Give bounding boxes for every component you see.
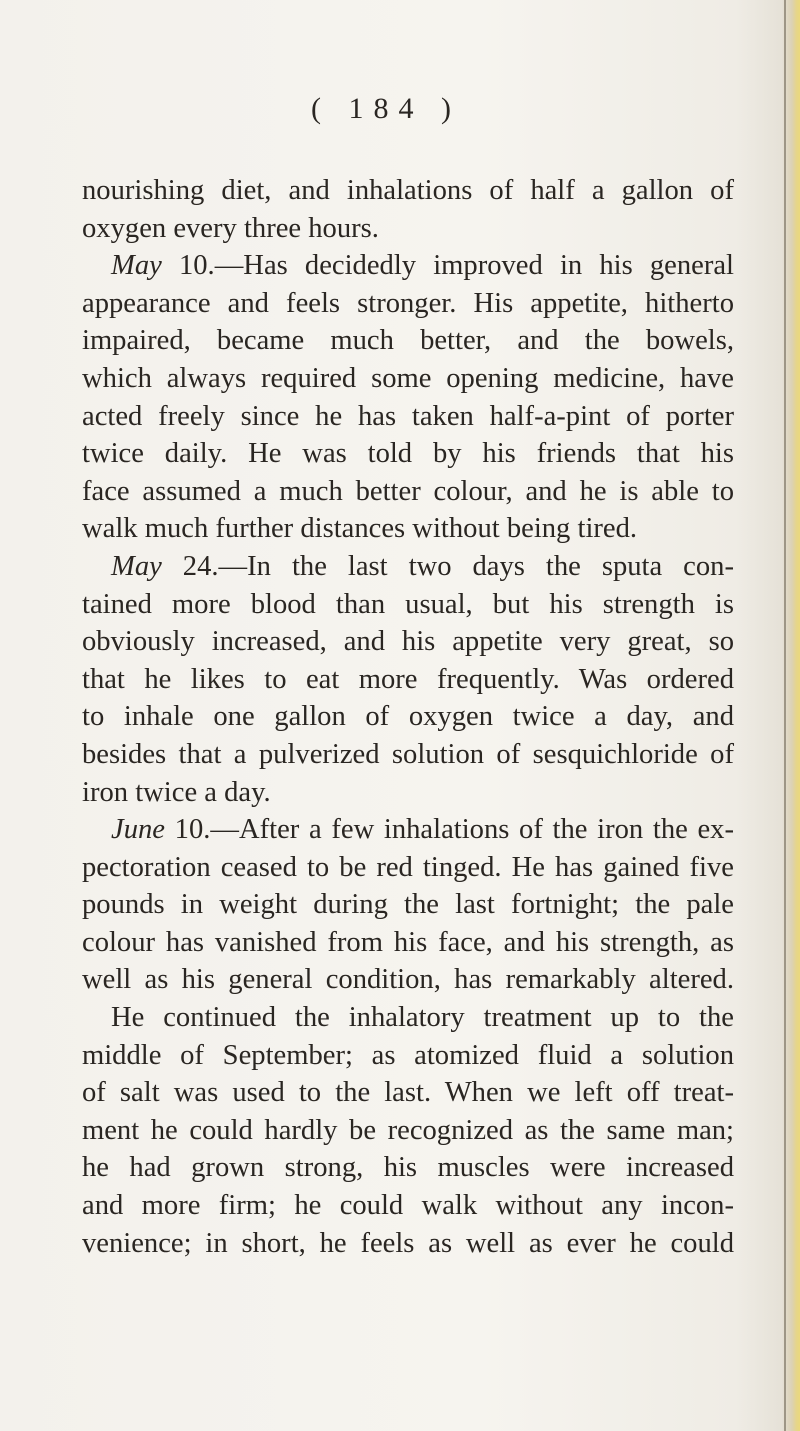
page-number: ( 184 ) (311, 92, 461, 125)
text-line: iron twice a day. (82, 776, 271, 808)
text-line: which always required some opening medicine, have (82, 362, 734, 394)
text-line: twice daily. He was told by his friends that his (82, 438, 734, 470)
text-line: obviously increased, and his appetite very great, so (82, 626, 734, 658)
text-line: middle of September; as atomized fluid a solution (82, 1039, 734, 1071)
text-line: May 24.—In the last two days the sputa con- (111, 550, 734, 582)
text-line: He continued the inhalatory treatment up to the (111, 1002, 734, 1034)
entry-date: June (111, 814, 165, 846)
text-line: venience; in short, he feels as well as ever he could (82, 1227, 734, 1259)
text-line: besides that a pulverized solution of sesquichloride of (82, 738, 734, 770)
text-line: tained more blood than usual, but his strength is (82, 588, 734, 620)
entry-date: May (111, 250, 162, 282)
text-line: well as his general condition, has remarkably altered. (82, 964, 734, 996)
text-line: acted freely since he has taken half-a-pint of porter (82, 400, 734, 432)
text-line: impaired, became much better, and the bowels, (82, 325, 734, 357)
text-line: he had grown strong, his muscles were increased (82, 1152, 734, 1184)
text-line: pounds in weight during the last fortnight; the pale (82, 889, 734, 921)
text-line: oxygen every three hours. (82, 212, 379, 244)
text-line: of salt was used to the last. When we left off treat- (82, 1077, 734, 1109)
text-line: to inhale one gallon of oxygen twice a day, and (82, 701, 734, 733)
text-line: May 10.—Has decidedly improved in his general (111, 250, 734, 282)
entry-date: May (111, 550, 162, 582)
text-line: that he likes to eat more frequently. Was ordered (82, 663, 734, 695)
page-edge-line (784, 0, 786, 1431)
text-line: appearance and feels stronger. His appetite, hitherto (82, 287, 734, 319)
text-line: pectoration ceased to be red tinged. He has gained five (82, 851, 734, 883)
text-line: ment he could hardly be recognized as the same man; (82, 1114, 734, 1146)
text-line: colour has vanished from his face, and his strength, as (82, 926, 734, 958)
text-line: face assumed a much better colour, and he is able to (82, 475, 734, 507)
text-line: nourishing diet, and inhalations of half a gallon of (82, 175, 734, 206)
body-text (82, 172, 734, 1262)
text-line: walk much further distances without being tired. (82, 513, 638, 545)
text-line: and more firm; he could walk without any incon- (82, 1190, 734, 1222)
text-line: June 10.—After a few inhalations of the iron the ex- (111, 814, 734, 846)
